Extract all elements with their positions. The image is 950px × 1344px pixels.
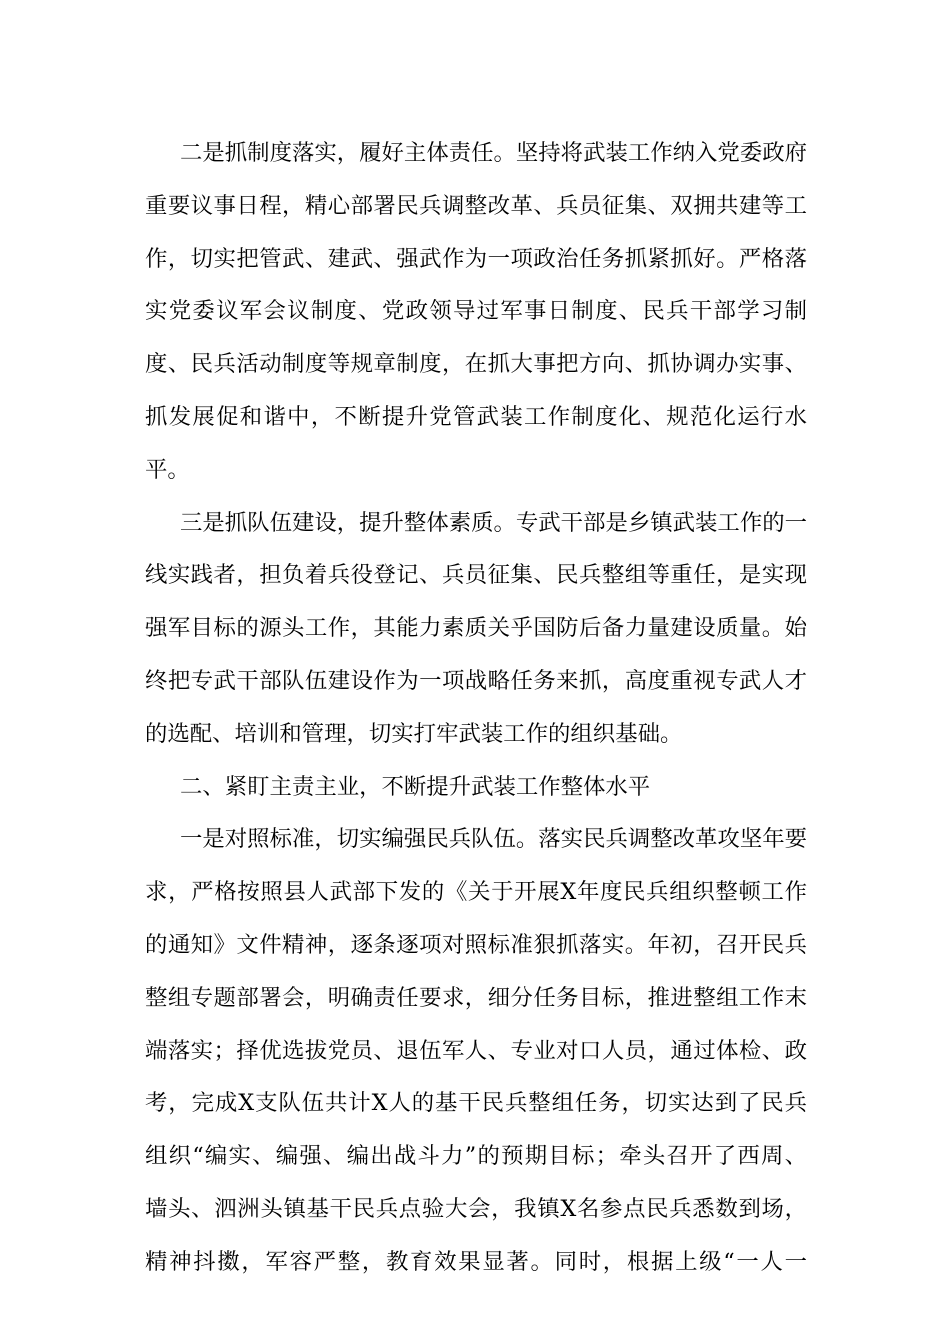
text-line: 终把专武干部队伍建设作为一项战略任务来抓，高度重视专武人才: [145, 667, 807, 694]
text-line: 平。: [145, 456, 190, 483]
text-line: 精神抖擞，军容严整，教育效果显著。同时，根据上级“一人一: [145, 1248, 807, 1275]
text-line: 考，完成X支队伍共计X人的基干民兵整组任务，切实达到了民兵: [145, 1090, 807, 1117]
text-line: 的通知》文件精神，逐条逐项对照标准狠抓落实。年初，召开民兵: [145, 931, 807, 958]
text-line: 抓发展促和谐中，不断提升党管武装工作制度化、规范化运行水: [145, 403, 807, 430]
text-line: 求，严格按照县人武部下发的《关于开展X年度民兵组织整顿工作: [145, 879, 807, 906]
text-line: 二、紧盯主责主业，不断提升武装工作整体水平: [180, 773, 651, 800]
text-line: 端落实；择优选拔党员、退伍军人、专业对口人员，通过体检、政: [145, 1037, 807, 1064]
text-line: 作，切实把管武、建武、强武作为一项政治任务抓紧抓好。严格落: [145, 245, 807, 272]
text-line: 三是抓队伍建设，提升整体素质。专武干部是乡镇武装工作的一: [180, 509, 807, 536]
text-line: 二是抓制度落实，履好主体责任。坚持将武装工作纳入党委政府: [180, 140, 807, 166]
text-line: 线实践者，担负着兵役登记、兵员征集、民兵整组等重任，是实现: [145, 562, 807, 589]
text-line: 重要议事日程，精心部署民兵调整改革、兵员征集、双拥共建等工: [145, 192, 807, 219]
text-line: 整组专题部署会，明确责任要求，细分任务目标，推进整组工作末: [145, 984, 807, 1011]
text-line: 度、民兵活动制度等规章制度，在抓大事把方向、抓协调办实事、: [145, 351, 807, 378]
text-line: 的选配、培训和管理，切实打牢武装工作的组织基础。: [145, 720, 683, 747]
text-line: 强军目标的源头工作，其能力素质关乎国防后备力量建设质量。始: [145, 615, 807, 642]
text-line: 墙头、泗洲头镇基干民兵点验大会，我镇X名参点民兵悉数到场，: [145, 1195, 807, 1222]
document-body: [145, 127, 807, 1289]
text-line: 组织“编实、编强、编出战斗力”的预期目标；牵头召开了西周、: [145, 1143, 807, 1170]
text-line: 一是对照标准，切实编强民兵队伍。落实民兵调整改革攻坚年要: [180, 826, 807, 853]
text-line: 实党委议军会议制度、党政领导过军事日制度、民兵干部学习制: [145, 298, 807, 325]
